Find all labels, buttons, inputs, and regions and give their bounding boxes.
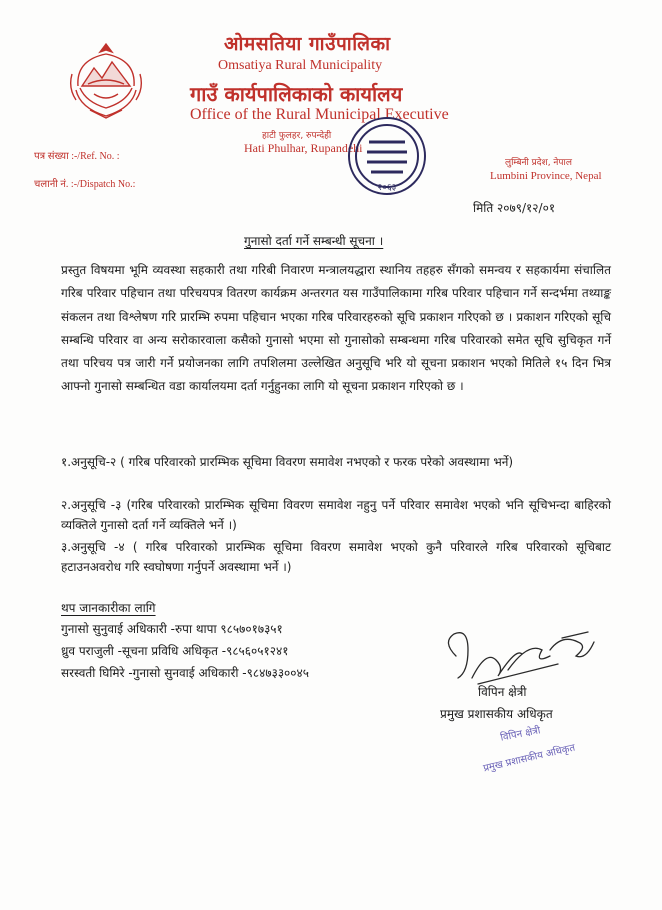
contact-line-2: ध्रुव पराजुली -सूचना प्रविधि अधिकृत -९८५६०५१२४१ xyxy=(61,644,289,658)
notice-body-paragraph: प्रस्तुत विषयमा भूमि व्यवस्था सहकारी तथा गरिबी निवारण मन्त्रालयद्धारा स्थानिय तहहरु सँगको समन्वय र सहकार्यमा संचालित गरिब परिवार पहिचान तथा परिचयपत्र वितरण कार्यक्रम अन्तरगत यस गाउँपालिकामा गरिब परिवार पहिचान गर्ने सन्दर्भमा तथ्याङ्क संकलन तथा विश्लेषण गरि प्रारम्भि रुपमा पहिचान भएका गरिब परिवारहरुको सूचि प्रकाशन गरिएको छ । प्रकाशन गरिएको सूचि सम्बन्धि परिवार वा अन्य सरोकारवाला कसैको गुनासो भएमा सो गुनासोको सम्बन्धमा गरिब परिवारको समेत सूचि सुचिकृत गर्ने तथा परिचय पत्र जारी गर्ने प्रयोजनका लागि तपशिलमा उल्लेखित अनुसूचि भरि यो सूचना प्रकाशन भएको मितिले १५ दिन भित्र आफ्नो गुनासो सम्बन्धित वडा कार्यालयमा दर्ता गर्नुहुनका लागि यो सूचना प्रकाशन गरिएको छ । xyxy=(61,263,611,394)
office-name-nepali: गाउँ कार्यपालिकाको कार्यालय xyxy=(190,82,403,106)
stamp-title-text: प्रमुख प्रशासकीय अधिकृत xyxy=(482,742,577,775)
annex-item-1: १.अनुसूचि-२ ( गरिब परिवारको प्रारम्भिक सूचिमा विवरण समावेश नभएको र फरक परेको अवस्थामा भर्ने) xyxy=(61,455,514,469)
municipality-emblem-logo xyxy=(66,38,146,120)
municipality-name-english: Omsatiya Rural Municipality xyxy=(218,58,383,73)
contact-heading: थप जानकारीका लागि xyxy=(61,601,156,615)
province-nepali: लुम्बिनी प्रदेश, नेपाल xyxy=(505,158,572,168)
stamp-number: २०६३ xyxy=(377,183,397,193)
signatory-name: विपिन क्षेत्री xyxy=(478,685,527,699)
contact-line-3: सरस्वती घिमिरे -गुनासो सुनवाई अधिकारी -९८४७३३००४५ xyxy=(61,666,310,680)
reference-number-label: पत्र संख्या :-/Ref. No. : xyxy=(34,151,120,162)
address-nepali: हाटी फुलहर, रुपन्देही xyxy=(262,131,332,141)
office-round-stamp xyxy=(331,112,443,200)
annex-item-3: ३.अनुसूचि -४ ( गरिब परिवारको प्रारम्भिक सूचिमा विवरण समावेश भएको कुनै परिवारले गरिब परिवारको सूचिबाट हटाउनअवरोध गरि स्वघोषणा गर्नुपर्ने अवस्थामा भर्ने ।) xyxy=(61,540,611,574)
signatory-name-stamp xyxy=(478,720,594,790)
municipality-name-nepali: ओमसतिया गाउँपालिका xyxy=(224,33,391,55)
stamp-name-text: विपिन क्षेत्री xyxy=(499,725,542,744)
letter-date: मिति २०७९/१२/०१ xyxy=(473,201,556,215)
annex-item-2: २.अनुसूचि -३ (गरिब परिवारको प्रारम्भिक सूचिमा विवरण समावेश नहुनु पर्ने परिवार समावेश भएको भनि सूचिभन्दा बाहिरको व्यक्तिले गुनासो दर्ता गर्ने व्यक्तिले भर्ने ।) xyxy=(61,498,611,532)
signatory-title: प्रमुख प्रशासकीय अधिकृत xyxy=(440,707,553,721)
notice-subject: गुनासो दर्ता गर्ने सम्बन्धी सूचना । xyxy=(244,234,384,248)
handwritten-signature xyxy=(438,620,608,690)
office-name-english: Office of the Rural Municipal Executive xyxy=(190,106,449,123)
dispatch-number-label: चलानी नं. :-/Dispatch No.: xyxy=(34,179,136,190)
province-english: Lumbini Province, Nepal xyxy=(490,170,602,182)
address-english: Hati Phulhar, Rupandehi xyxy=(244,141,363,155)
contact-line-1: गुनासो सुनुवाई अधिकारी -रुपा थापा ९८५७०१७३५१ xyxy=(61,622,283,636)
